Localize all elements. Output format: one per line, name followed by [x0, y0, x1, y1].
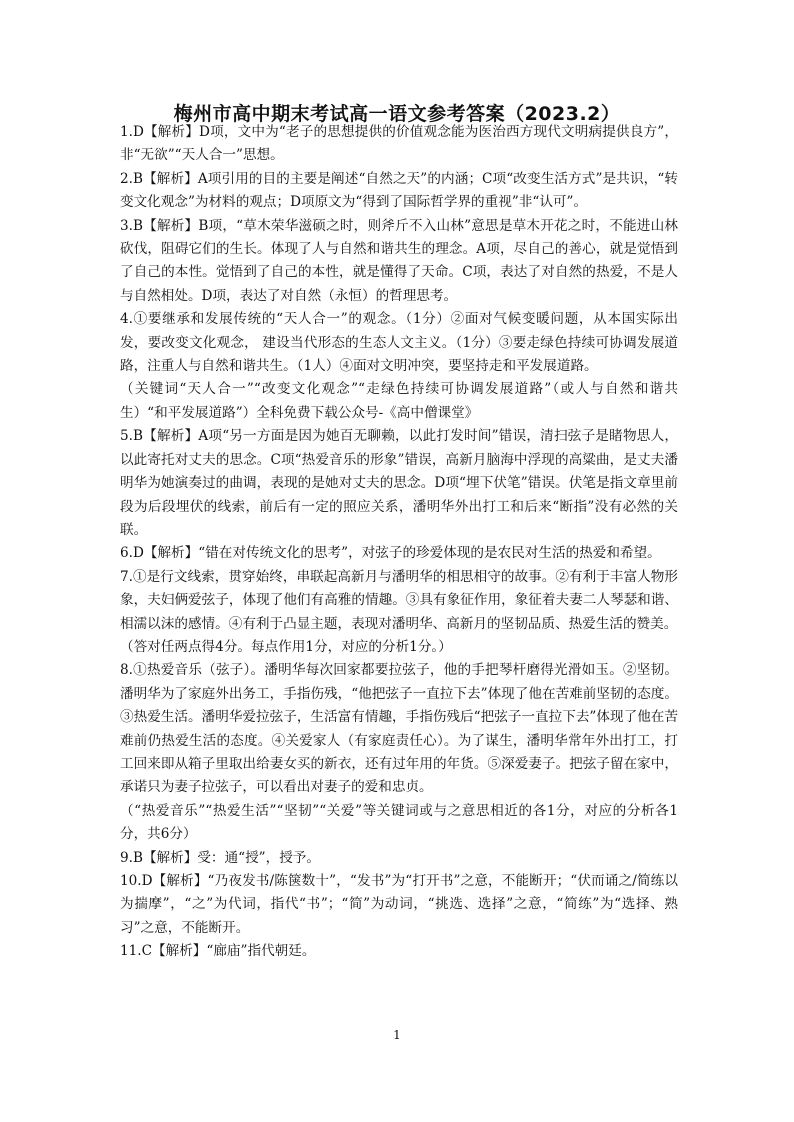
answer-7-note: （答对任两点得4分。每点作用1分，对应的分析1分。） — [120, 638, 452, 655]
answer-10: 10.D【解析】“乃夜发书/陈箧数十”，“发书”为“打开书”之意，不能断开；“伏而诵之/简练以为揣摩”，“之”为代词，指代“书”；“简”为动词，“挑选、选择”之意，“简练”为“选择、熟习”之意，不能断开。 — [120, 873, 678, 936]
answer-4: 4.①要继承和发展传统的“天人合一”的观念。（1分）②面对气候变暖问题，从本国实际出发，要改变文化观念， 建设当代形态的生态人文主义。（1分）③要走绿色持续可协调发展道路，注重人与自然和谐共生。（1人）④面对文明冲突，要坚持走和平发展道路。 — [120, 311, 678, 375]
answer-7: 7.①是行文线索，贯穿始终，串联起高新月与潘明华的相思相守的故事。②有利于丰富人物形象，夫妇俩爱弦子，体现了他们有高雅的情趣。③具有象征作用，象征着夫妻二人琴瑟和谐、相濡以沫的感情。④有利于凸显主题，表现对潘明华、高新月的坚韧品质、热爱生活的赞美。 — [120, 568, 678, 632]
answer-1: 1.D【解析】D项，文中为“老子的思想提供的价值观念能为医治西方现代文明病提供良方”，非“无欲”“天人合一”思想。 — [120, 124, 678, 164]
answer-list — [120, 121, 678, 964]
answer-2: 2.B【解析】A项引用的目的主要是阐述“自然之天”的内涵；C项“改变生活方式”是共识，“转变文化观念”为材料的观点；D项原文为“得到了国际哲学界的重视”非“认可”。 — [120, 170, 678, 211]
answer-6: 6.D【解析】“错在对传统文化的思考”，对弦子的珍爱体现的是农民对生活的热爱和希望。 — [120, 545, 661, 562]
answer-9: 9.B【解析】受：通“授”，授予。 — [120, 849, 320, 866]
page-number: 1 — [393, 1028, 401, 1042]
answer-8: 8.①热爱音乐（弦子）。潘明华每次回家都要拉弦子，他的手把琴杆磨得光滑如玉。②坚韧。潘明华为了家庭外出务工，手指伤残，“他把弦子一直拉下去”体现了他在苦难前坚韧的态度。③热爱生活。潘明华爱拉弦子，生活富有情趣，手指伤残后“把弦子一直拉下去”体现了他在苦难前仍热爱生活的态度。④关爱家人（有家庭责任心）。为了谋生，潘明华常年外出打工，打工回来即从箱子里取出给妻女买的新衣，还有过年用的年货。⑤深爱妻子。把弦子留在家中，承诺只为妻子拉弦子，可以看出对妻子的爱和忠贞。 — [120, 662, 678, 796]
answer-11: 11.C【解析】“廊庙”指代朝廷。 — [120, 943, 316, 960]
answer-8-note: （“热爱音乐”“热爱生活”“坚韧”“关爱”等关键词或与之意思相近的各1分，对应的分析各1分，共6分） — [120, 802, 678, 843]
document-title: 梅州市高中期末考试高一语文参考答案（2023.2） — [173, 103, 621, 125]
answer-3: 3.B【解析】B项，“草木荣华滋硕之时，则斧斤不入山林”意思是草木开花之时，不能进山林砍伐，阻碍它们的生长。体现了人与自然和谐共生的理念。A项，尽自己的善心，就是觉悟到了自己的本性。觉悟到了自己的本性，就是懂得了天命。C项，表达了对自然的热爱，不是人与自然相处。D项，表达了对自然（永恒）的哲理思考。 — [120, 217, 678, 304]
answer-4-note: （关键词“天人合一”“改变文化观念”“走绿色持续可协调发展道路”（或人与自然和谐共生）“和平发展道路”）全科免费下载公众号-《高中僧课堂》 — [120, 381, 678, 421]
answer-5: 5.B【解析】A项“另一方面是因为她百无聊赖，以此打发时间”错误，清扫弦子是睹物思人，以此寄托对丈夫的思念。C项“热爱音乐的形象”错误，高新月脑海中浮现的高粱曲，是丈夫潘明华为她演奏过的曲调，表现的是她对丈夫的思念。D项“埋下伏笔”错误。伏笔是指文章里前段为后段埋伏的线索，前后有一定的照应关系，潘明华外出打工和后来“断指”没有必然的关联。 — [120, 428, 678, 538]
